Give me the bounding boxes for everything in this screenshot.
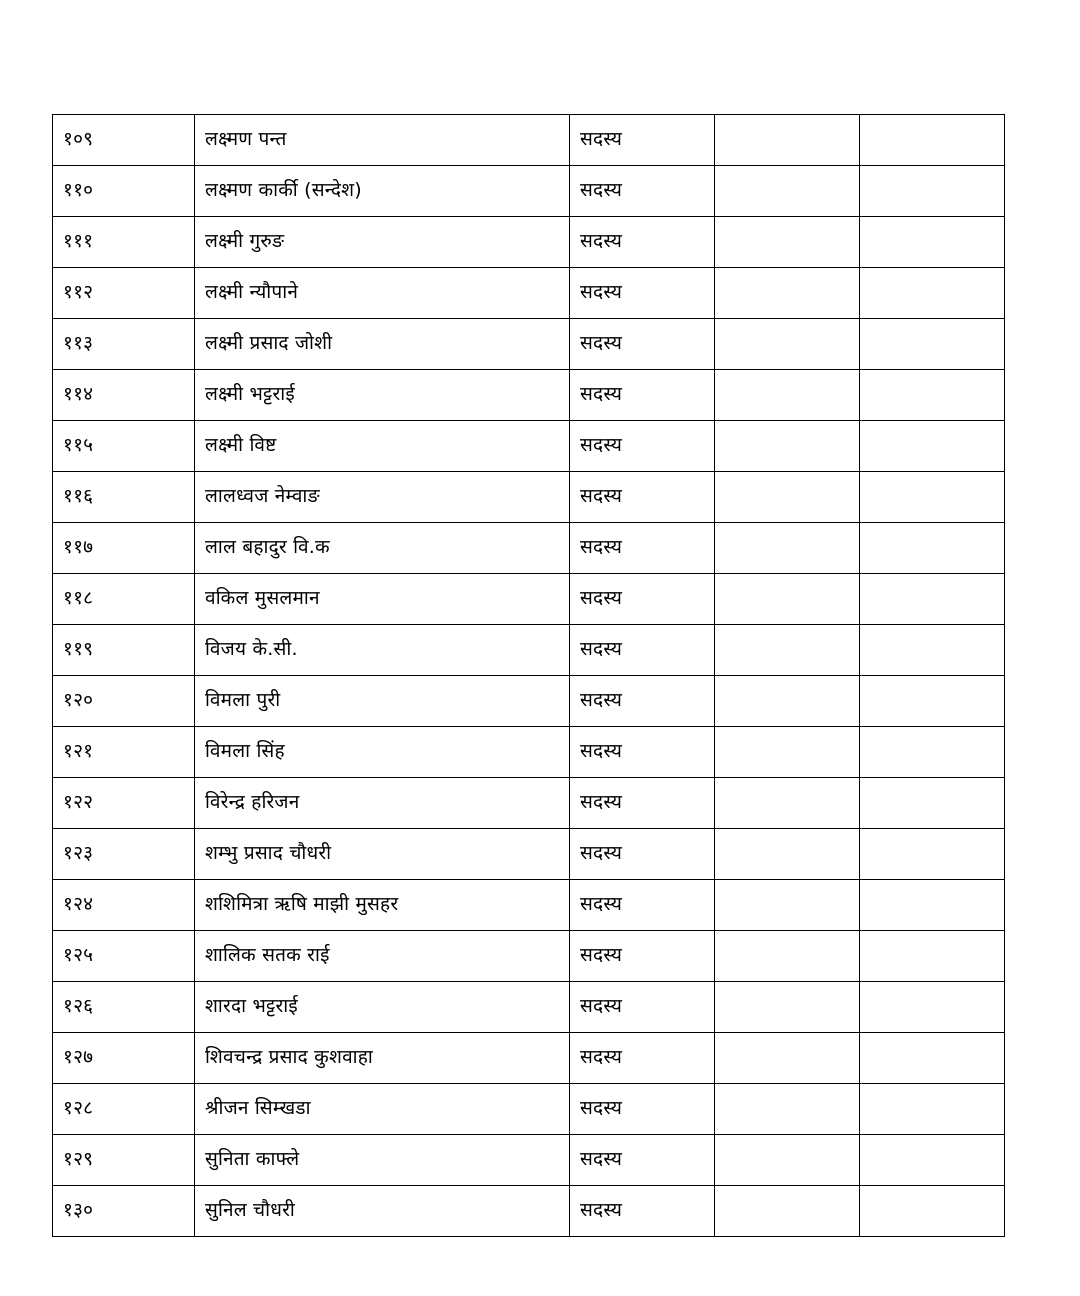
cell-member-name: शारदा भट्टराई <box>195 982 570 1033</box>
cell-blank-fifth <box>860 166 1005 217</box>
cell-member-name: विरेन्द्र हरिजन <box>195 778 570 829</box>
cell-serial-number: १२५ <box>53 931 195 982</box>
cell-blank-fourth <box>715 166 860 217</box>
cell-serial-number: १२० <box>53 676 195 727</box>
cell-member-name: श्रीजन सिम्खडा <box>195 1084 570 1135</box>
cell-blank-fifth <box>860 778 1005 829</box>
cell-blank-fourth <box>715 370 860 421</box>
cell-serial-number: १२१ <box>53 727 195 778</box>
cell-member-post: सदस्य <box>570 676 715 727</box>
cell-blank-fourth <box>715 1186 860 1237</box>
cell-member-post: सदस्य <box>570 829 715 880</box>
member-list-table-container <box>52 114 1004 1237</box>
table-row <box>53 1186 1005 1237</box>
cell-blank-fifth <box>860 1084 1005 1135</box>
cell-member-name: लालध्वज नेम्वाङ <box>195 472 570 523</box>
cell-serial-number: ११० <box>53 166 195 217</box>
cell-blank-fifth <box>860 880 1005 931</box>
cell-blank-fifth <box>860 370 1005 421</box>
cell-blank-fifth <box>860 1186 1005 1237</box>
table-row <box>53 166 1005 217</box>
cell-member-post: सदस्य <box>570 1033 715 1084</box>
cell-blank-fifth <box>860 727 1005 778</box>
cell-member-post: सदस्य <box>570 982 715 1033</box>
table-row <box>53 115 1005 166</box>
cell-serial-number: १२४ <box>53 880 195 931</box>
cell-serial-number: ११६ <box>53 472 195 523</box>
cell-blank-fifth <box>860 319 1005 370</box>
cell-blank-fourth <box>715 472 860 523</box>
cell-blank-fourth <box>715 1084 860 1135</box>
cell-serial-number: ११९ <box>53 625 195 676</box>
table-row <box>53 829 1005 880</box>
cell-blank-fifth <box>860 115 1005 166</box>
table-row <box>53 931 1005 982</box>
cell-blank-fourth <box>715 1033 860 1084</box>
cell-member-name: सुनिल चौधरी <box>195 1186 570 1237</box>
cell-blank-fourth <box>715 676 860 727</box>
cell-member-name: शालिक सतक राई <box>195 931 570 982</box>
cell-member-post: सदस्य <box>570 523 715 574</box>
cell-blank-fifth <box>860 625 1005 676</box>
cell-member-name: लक्ष्मण पन्त <box>195 115 570 166</box>
cell-serial-number: १०९ <box>53 115 195 166</box>
cell-blank-fifth <box>860 217 1005 268</box>
cell-member-post: सदस्य <box>570 574 715 625</box>
cell-member-post: सदस्य <box>570 472 715 523</box>
cell-blank-fifth <box>860 931 1005 982</box>
table-row <box>53 1033 1005 1084</box>
cell-blank-fourth <box>715 778 860 829</box>
cell-member-name: शिवचन्द्र प्रसाद कुशवाहा <box>195 1033 570 1084</box>
cell-member-name: लक्ष्मी न्यौपाने <box>195 268 570 319</box>
cell-serial-number: १२७ <box>53 1033 195 1084</box>
cell-blank-fifth <box>860 421 1005 472</box>
cell-blank-fifth <box>860 1135 1005 1186</box>
cell-blank-fifth <box>860 472 1005 523</box>
cell-member-name: शशिमित्रा ऋषि माझी मुसहर <box>195 880 570 931</box>
table-row <box>53 982 1005 1033</box>
cell-blank-fourth <box>715 625 860 676</box>
cell-blank-fourth <box>715 217 860 268</box>
cell-serial-number: १११ <box>53 217 195 268</box>
cell-member-post: सदस्य <box>570 1135 715 1186</box>
cell-serial-number: ११८ <box>53 574 195 625</box>
cell-blank-fourth <box>715 829 860 880</box>
cell-member-name: विमला सिंह <box>195 727 570 778</box>
table-row <box>53 778 1005 829</box>
cell-blank-fourth <box>715 727 860 778</box>
member-list-table-body <box>53 115 1005 1237</box>
table-row <box>53 472 1005 523</box>
cell-member-post: सदस्य <box>570 1084 715 1135</box>
cell-member-post: सदस्य <box>570 931 715 982</box>
cell-blank-fourth <box>715 421 860 472</box>
cell-member-post: सदस्य <box>570 1186 715 1237</box>
cell-serial-number: ११७ <box>53 523 195 574</box>
cell-member-name: लक्ष्मी गुरुङ <box>195 217 570 268</box>
cell-member-name: शम्भु प्रसाद चौधरी <box>195 829 570 880</box>
cell-blank-fourth <box>715 931 860 982</box>
table-row <box>53 625 1005 676</box>
table-row <box>53 1135 1005 1186</box>
cell-serial-number: ११५ <box>53 421 195 472</box>
table-row <box>53 1084 1005 1135</box>
cell-member-post: सदस्य <box>570 115 715 166</box>
cell-member-post: सदस्य <box>570 217 715 268</box>
cell-serial-number: ११४ <box>53 370 195 421</box>
cell-member-post: सदस्य <box>570 268 715 319</box>
cell-serial-number: १३० <box>53 1186 195 1237</box>
cell-member-name: वकिल मुसलमान <box>195 574 570 625</box>
cell-blank-fourth <box>715 115 860 166</box>
cell-member-post: सदस्य <box>570 727 715 778</box>
table-row <box>53 217 1005 268</box>
cell-blank-fourth <box>715 574 860 625</box>
cell-blank-fifth <box>860 829 1005 880</box>
cell-member-post: सदस्य <box>570 778 715 829</box>
cell-blank-fifth <box>860 268 1005 319</box>
table-row <box>53 676 1005 727</box>
cell-member-name: लक्ष्मी प्रसाद जोशी <box>195 319 570 370</box>
cell-blank-fifth <box>860 574 1005 625</box>
cell-serial-number: १२३ <box>53 829 195 880</box>
cell-member-name: लक्ष्मण कार्की (सन्देश) <box>195 166 570 217</box>
cell-member-name: लक्ष्मी भट्टराई <box>195 370 570 421</box>
cell-serial-number: ११३ <box>53 319 195 370</box>
cell-member-post: सदस्य <box>570 880 715 931</box>
table-row <box>53 268 1005 319</box>
cell-member-name: विजय के.सी. <box>195 625 570 676</box>
cell-blank-fifth <box>860 523 1005 574</box>
cell-serial-number: ११२ <box>53 268 195 319</box>
cell-member-post: सदस्य <box>570 421 715 472</box>
cell-blank-fourth <box>715 268 860 319</box>
cell-serial-number: १२६ <box>53 982 195 1033</box>
cell-member-post: सदस्य <box>570 370 715 421</box>
table-row <box>53 880 1005 931</box>
table-row <box>53 574 1005 625</box>
table-row <box>53 523 1005 574</box>
cell-serial-number: १२९ <box>53 1135 195 1186</box>
table-row <box>53 727 1005 778</box>
cell-blank-fifth <box>860 676 1005 727</box>
cell-blank-fourth <box>715 880 860 931</box>
table-row <box>53 421 1005 472</box>
cell-member-name: सुनिता काफ्ले <box>195 1135 570 1186</box>
cell-member-post: सदस्य <box>570 319 715 370</box>
cell-member-name: विमला पुरी <box>195 676 570 727</box>
table-row <box>53 370 1005 421</box>
cell-blank-fourth <box>715 982 860 1033</box>
cell-blank-fifth <box>860 1033 1005 1084</box>
cell-serial-number: १२८ <box>53 1084 195 1135</box>
cell-blank-fourth <box>715 1135 860 1186</box>
cell-blank-fourth <box>715 523 860 574</box>
cell-member-post: सदस्य <box>570 166 715 217</box>
cell-serial-number: १२२ <box>53 778 195 829</box>
cell-member-name: लक्ष्मी विष्ट <box>195 421 570 472</box>
table-row <box>53 319 1005 370</box>
cell-blank-fourth <box>715 319 860 370</box>
cell-member-name: लाल बहादुर वि.क <box>195 523 570 574</box>
cell-blank-fifth <box>860 982 1005 1033</box>
cell-member-post: सदस्य <box>570 625 715 676</box>
member-list-table <box>52 114 1005 1237</box>
